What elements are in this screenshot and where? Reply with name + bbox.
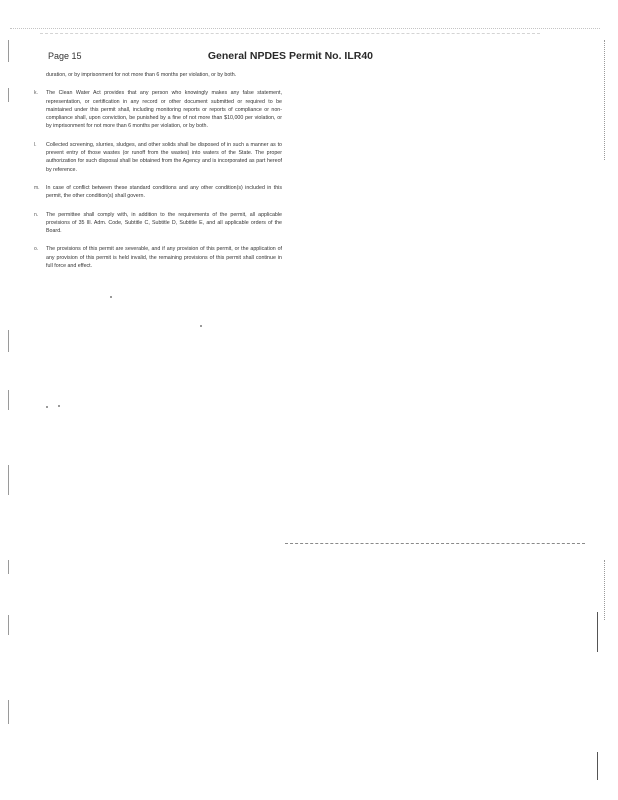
condition-paragraph — [34, 141, 282, 174]
scan-mark-left — [8, 465, 9, 495]
scan-speck — [58, 405, 60, 407]
condition-paragraph — [34, 211, 282, 236]
scan-speck — [46, 406, 48, 408]
permit-title: General NPDES Permit No. ILR40 — [207, 50, 373, 62]
scan-mark-left — [8, 390, 9, 410]
scan-mark-left — [8, 560, 9, 574]
scan-mark-right — [604, 560, 605, 620]
paragraph-text: In case of conflict between these standard conditions and any other condition(s) included in this permit, the other condition(s) shall govern. — [46, 184, 282, 200]
paragraph-marker: o. — [34, 246, 39, 253]
paragraph-marker: m. — [34, 184, 40, 191]
paragraph-text: The permittee shall comply with, in addition to the requirements of the permit, all applicable provisions of 35 Ill. Adm. Code, Subtitle C, Subtitle D, Subtitle E, and all applicable orders of the Board. — [46, 211, 282, 235]
paragraph-marker: l. — [34, 141, 37, 148]
paragraph-text: The Clean Water Act provides that any person who knowingly makes any false statement, representation, or certification in any record or other document submitted or required to be maintained under this permit shall, including monitoring reports or reports of compliance or non-compliance shall, upon conviction, be punished by a fine of not more than $10,000 per violation, or by imprisonment for not more than 6 months per violation, or by both. — [46, 90, 282, 130]
scan-mark-right — [597, 752, 598, 780]
scan-mark-left — [8, 700, 9, 724]
page-number: Page 15 — [48, 51, 82, 61]
continued-text: duration, or by imprisonment for not more than 6 months per violation, or by both. — [46, 72, 237, 78]
permit-conditions — [34, 71, 282, 280]
scan-mark-left — [8, 330, 9, 352]
paragraph-marker: k. — [34, 90, 38, 97]
paragraph-text: The provisions of this permit are severable, and if any provision of this permit, or the application of any provision of this permit is held invalid, the remaining provisions of this permit shall continue in full force and effect. — [46, 246, 282, 270]
page-header — [48, 50, 373, 62]
scan-mark-left — [8, 40, 9, 62]
paragraph-text: Collected screening, slurries, sludges, and other solids shall be disposed of in such a manner as to prevent entry of those wastes (or runoff from the wastes) into waters of the State. The proper authorization for such disposal shall be obtained from the Agency and is incorporated as part hereof by reference. — [46, 141, 282, 173]
condition-paragraph — [34, 89, 282, 130]
scan-speck — [200, 325, 202, 327]
condition-paragraph — [34, 245, 282, 270]
scan-artifact-line — [285, 543, 585, 544]
scan-mark-right — [604, 40, 605, 160]
paragraph-marker: n. — [34, 211, 39, 218]
scan-artifact-top-2 — [40, 33, 540, 38]
condition-paragraph — [34, 184, 282, 201]
scan-mark-right — [597, 612, 598, 652]
scan-mark-left — [8, 88, 9, 102]
scan-speck — [110, 296, 112, 298]
scan-mark-left — [8, 615, 9, 635]
